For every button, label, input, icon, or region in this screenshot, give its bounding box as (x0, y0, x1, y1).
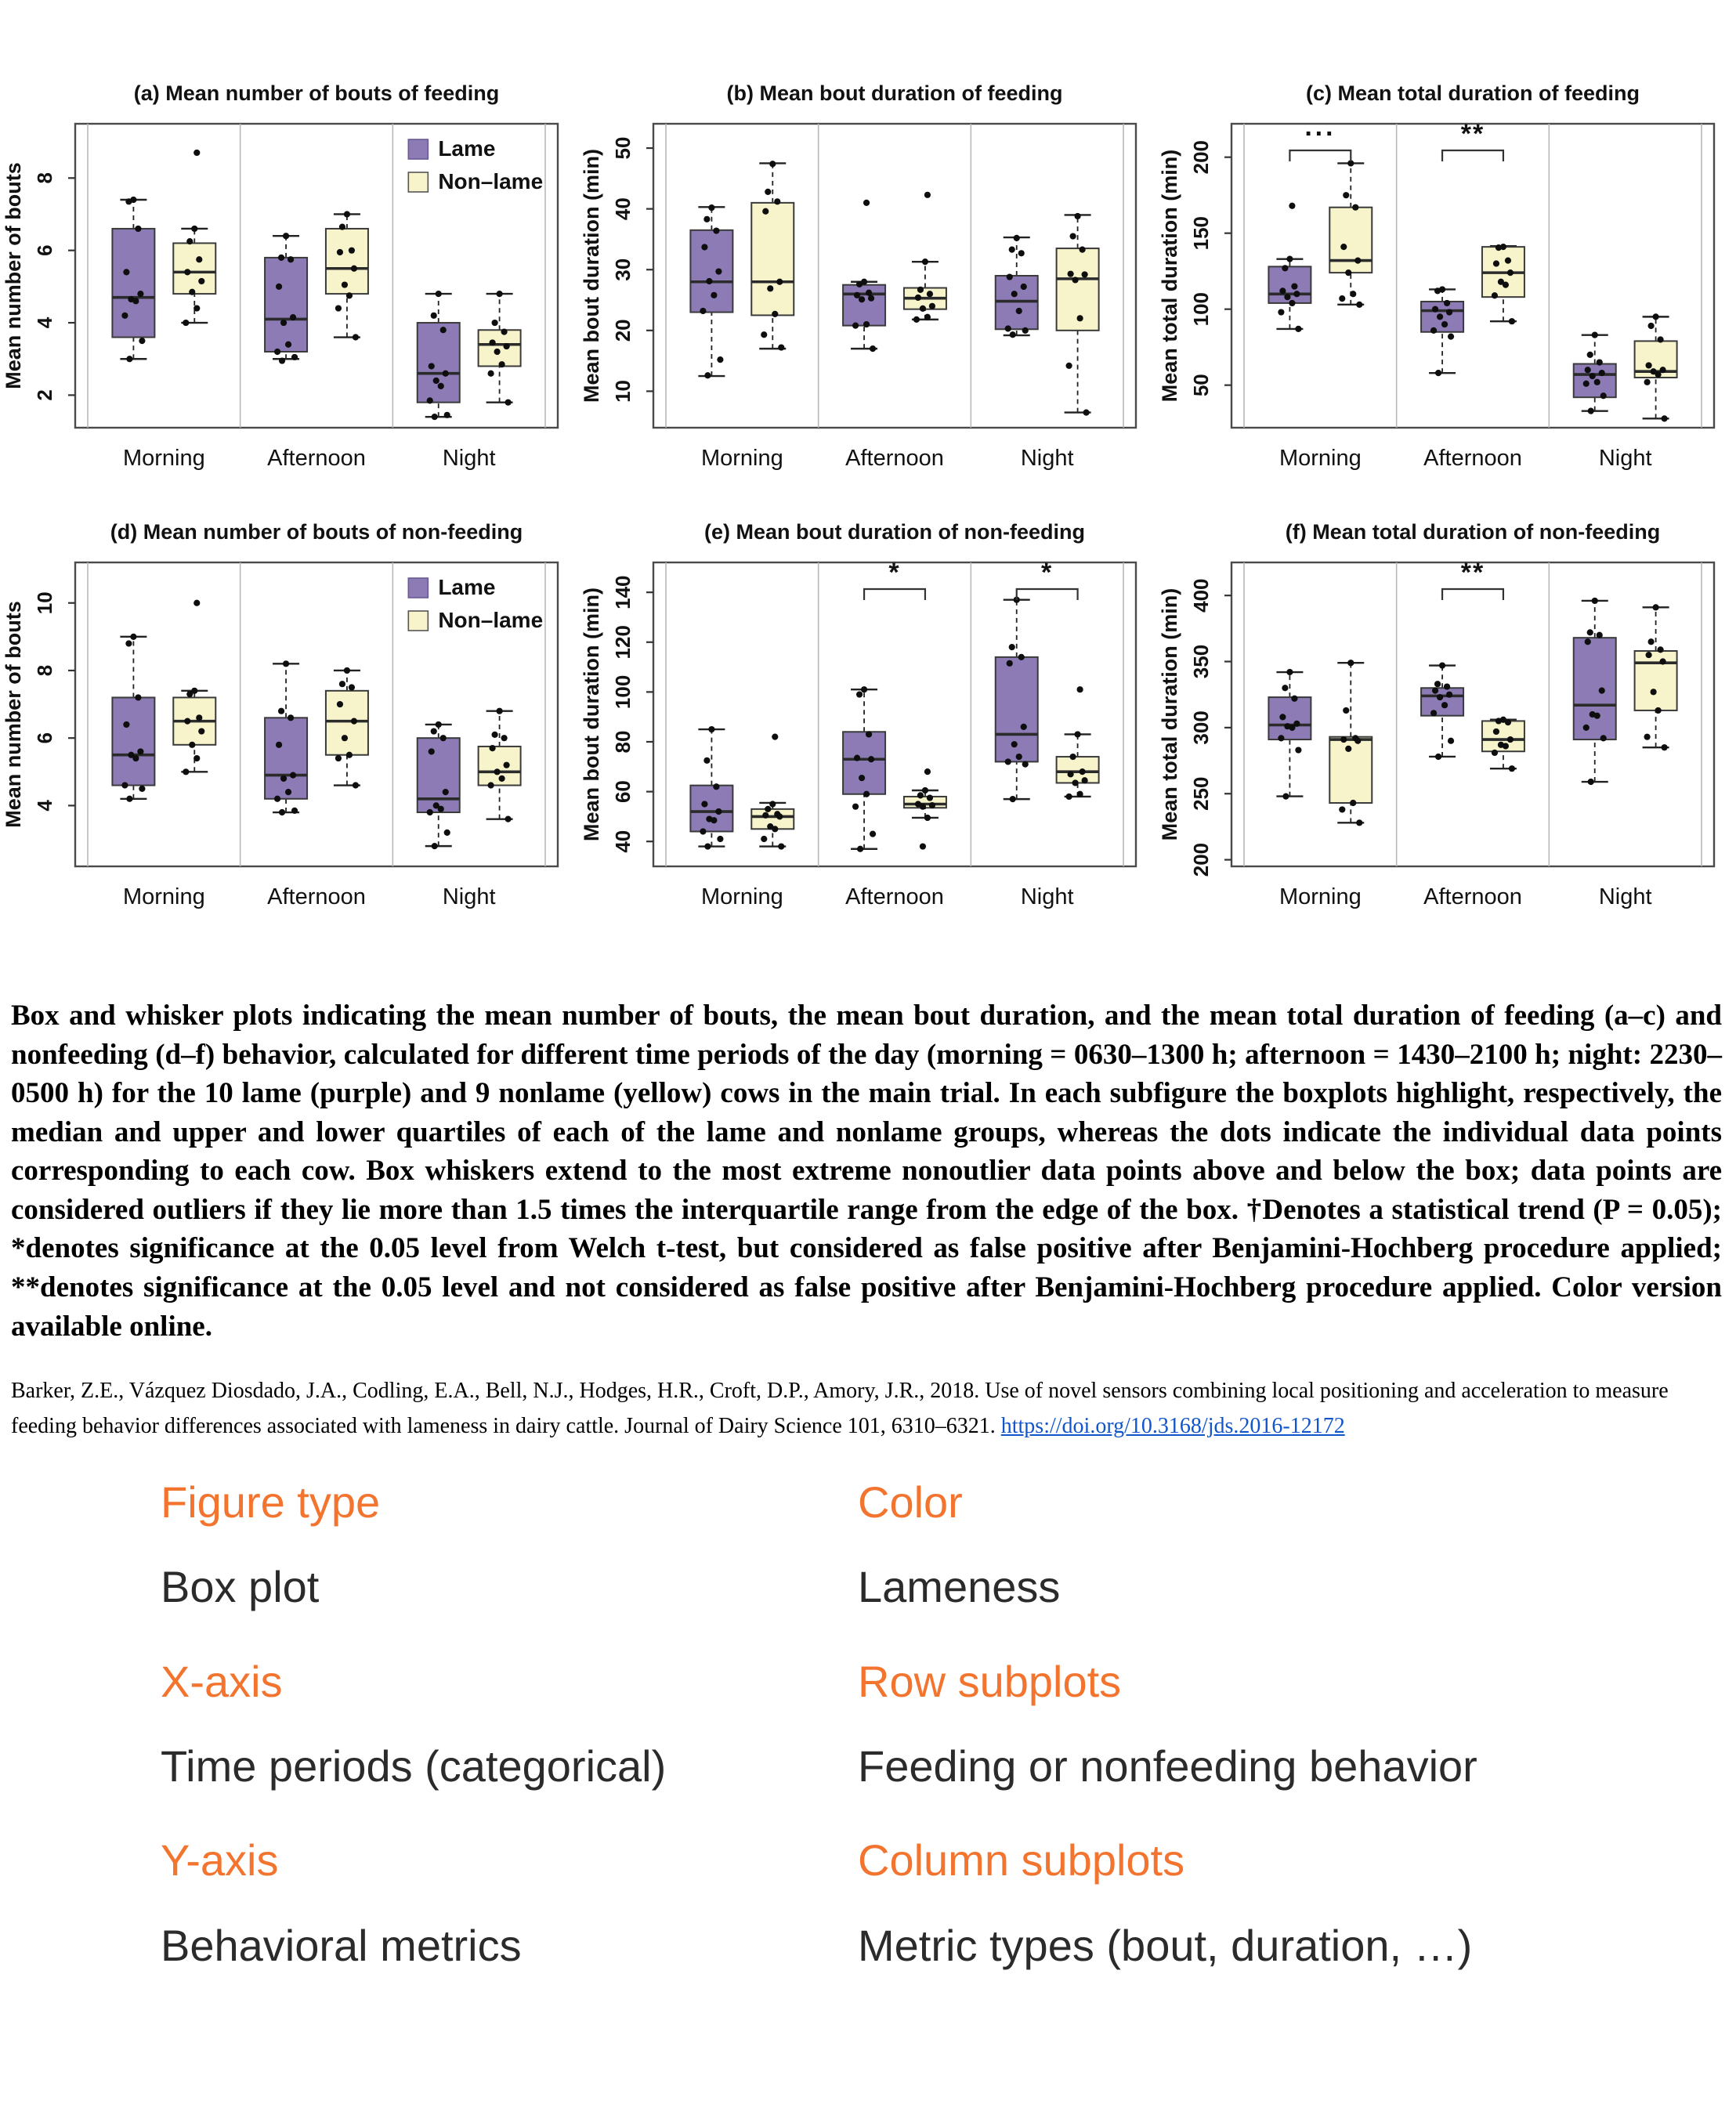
svg-text:350: 350 (1189, 644, 1213, 679)
svg-text:80: 80 (611, 730, 635, 754)
subplot-b-mean-bout-duration-feeding (578, 74, 1156, 512)
svg-text:100: 100 (611, 674, 635, 710)
meta-label-row-subplots: Row subplots (858, 1656, 1122, 1706)
svg-text:*: * (888, 558, 901, 588)
meta-item-figure-type (161, 1477, 858, 1613)
svg-text:120: 120 (611, 625, 635, 660)
svg-text:4: 4 (33, 800, 56, 812)
svg-text:Night: Night (1020, 884, 1074, 909)
svg-text:Mean total duration (min): Mean total duration (min) (1158, 588, 1181, 841)
citation-text: Barker, Z.E., Vázquez Diosdado, J.A., Codling, E.A., Bell, N.J., Hodges, H.R., Croft, D.P., Amory, J.R., 2018. Use of novel sensors combining local positioning and acceleration to measure feeding behavior differences associated with lameness in dairy cattle. Journal of Dairy Science 101, 6310–6321. (11, 1379, 1669, 1438)
svg-text:Night: Night (1020, 446, 1074, 471)
svg-text:Afternoon: Afternoon (1423, 884, 1522, 909)
svg-text:Mean total duration (min): Mean total duration (min) (1158, 149, 1181, 403)
meta-item-row-subplots (858, 1657, 1736, 1792)
subplot-a-mean-number-bouts-feeding (0, 74, 578, 512)
meta-item-color (858, 1477, 1736, 1613)
svg-text:250: 250 (1189, 776, 1213, 811)
meta-label-y-axis: Y-axis (161, 1835, 279, 1885)
svg-text:150: 150 (1189, 215, 1213, 251)
svg-text:Morning: Morning (700, 884, 783, 909)
svg-text:(a) Mean number of bouts of fe: (a) Mean number of bouts of feeding (133, 81, 500, 105)
meta-label-x-axis: X-axis (161, 1656, 283, 1706)
svg-text:Night: Night (1598, 446, 1652, 471)
svg-text:Morning: Morning (122, 884, 205, 909)
svg-text:Morning: Morning (1278, 884, 1362, 909)
doi-link[interactable]: https://doi.org/10.3168/jds.2016-12172 (1000, 1414, 1345, 1438)
svg-text:Non–lame: Non–lame (438, 169, 544, 193)
svg-text:Lame: Lame (438, 575, 496, 599)
svg-text:50: 50 (1189, 374, 1213, 397)
svg-text:Mean number of bouts: Mean number of bouts (2, 162, 25, 389)
svg-text:Mean number of bouts: Mean number of bouts (2, 601, 25, 828)
svg-text:4: 4 (33, 316, 56, 329)
svg-text:**: ** (1460, 558, 1485, 588)
meta-item-x-axis (161, 1657, 858, 1792)
subplot-e-mean-bout-duration-nonfeeding (578, 512, 1156, 951)
svg-text:(d) Mean number of bouts of no: (d) Mean number of bouts of non-feeding (110, 520, 523, 544)
svg-text:300: 300 (1189, 710, 1213, 745)
meta-label-color: Color (858, 1477, 963, 1527)
meta-value-column-subplots: Metric types (bout, duration, …) (858, 1920, 1473, 1970)
svg-text:(f) Mean total duration of non: (f) Mean total duration of non-feeding (1285, 520, 1661, 544)
svg-text:Afternoon: Afternoon (1423, 446, 1522, 471)
citation (11, 1374, 1717, 1444)
svg-text:6: 6 (33, 732, 56, 744)
svg-text:Morning: Morning (700, 446, 783, 471)
svg-text:50: 50 (611, 136, 635, 160)
meta-item-column-subplots (858, 1835, 1736, 1971)
svg-text:Morning: Morning (1278, 446, 1362, 471)
meta-item-y-axis (161, 1835, 858, 1971)
svg-text:(c) Mean total duration of fee: (c) Mean total duration of feeding (1306, 81, 1640, 105)
svg-text:20: 20 (611, 319, 635, 342)
svg-text:(b) Mean bout duration of feed: (b) Mean bout duration of feeding (726, 81, 1063, 105)
svg-text:Mean bout duration (min): Mean bout duration (min) (580, 149, 603, 403)
svg-text:Afternoon: Afternoon (267, 884, 366, 909)
svg-text:Afternoon: Afternoon (267, 446, 366, 471)
meta-value-color: Lameness (858, 1562, 1061, 1612)
meta-value-x-axis: Time periods (categorical) (161, 1741, 667, 1791)
svg-text:30: 30 (611, 258, 635, 281)
svg-text:*: * (1041, 558, 1054, 588)
svg-text:Night: Night (442, 884, 496, 909)
svg-text:100: 100 (1189, 291, 1213, 327)
svg-text:140: 140 (611, 575, 635, 609)
svg-text:40: 40 (611, 197, 635, 221)
svg-text:(e) Mean bout duration of non-: (e) Mean bout duration of non-feeding (704, 520, 1085, 544)
subplot-c-mean-total-duration-feeding (1156, 74, 1734, 512)
svg-text:Night: Night (442, 446, 496, 471)
meta-value-row-subplots: Feeding or nonfeeding behavior (858, 1741, 1477, 1791)
page (0, 74, 1736, 2015)
svg-text:Afternoon: Afternoon (845, 884, 944, 909)
svg-text:200: 200 (1189, 139, 1213, 175)
boxplot-figure (0, 74, 1736, 951)
svg-text:8: 8 (33, 664, 56, 677)
svg-text:**: ** (1460, 119, 1485, 149)
svg-text:Lame: Lame (438, 136, 496, 161)
svg-text:Night: Night (1598, 884, 1652, 909)
svg-text:8: 8 (33, 172, 56, 184)
svg-text:200: 200 (1189, 842, 1213, 877)
svg-text:Mean bout duration (min): Mean bout duration (min) (580, 588, 603, 841)
svg-text:Morning: Morning (122, 446, 205, 471)
svg-text:6: 6 (33, 244, 56, 256)
svg-text:10: 10 (33, 591, 56, 615)
subplot-d-mean-number-bouts-nonfeeding (0, 512, 578, 951)
meta-value-y-axis: Behavioral metrics (161, 1920, 522, 1970)
svg-text:60: 60 (611, 780, 635, 804)
svg-text:400: 400 (1189, 578, 1213, 613)
svg-text:···: ··· (1304, 119, 1336, 149)
figure-caption: Box and whisker plots indicating the mean number of bouts, the mean bout duration, and the mean total duration of feeding (a–c) and nonfeeding (d–f) behavior, calculated for different time periods of the day (morning = 0630–1300 h; afternoon = 1430–2100 h; night: 2230–0500 h) for the 10 lame (purple) and 9 nonlame (yellow) cows in the main trial. In each subfigure the boxplots highlight, respectively, the median and upper and lower quartiles of each of the lame and nonlame groups, whereas the dots indicate the individual data points corresponding to each cow. Box whiskers extend to the most extreme nonoutlier data points above and below the box; data points are considered outliers if they lie more than 1.5 times the interquartile range from the edge of the box. †Denotes a statistical trend (P = 0.05); *denotes significance at the 0.05 level from Welch t-test, but considered as false positive after Benjamini-Hochberg procedure applied; **denotes significance at the 0.05 level and not considered as false positive after Benjamini-Hochberg procedure applied. Color version available online. (11, 1000, 1722, 1343)
svg-text:Non–lame: Non–lame (438, 608, 544, 632)
meta-value-figure-type: Box plot (161, 1562, 320, 1612)
svg-text:Afternoon: Afternoon (845, 446, 944, 471)
subplot-f-mean-total-duration-nonfeeding (1156, 512, 1734, 951)
meta-label-figure-type: Figure type (161, 1477, 381, 1527)
svg-text:10: 10 (611, 379, 635, 403)
meta-label-column-subplots: Column subplots (858, 1835, 1185, 1885)
svg-text:2: 2 (33, 389, 56, 401)
svg-text:40: 40 (611, 830, 635, 853)
figure-metadata (0, 1477, 1736, 2015)
